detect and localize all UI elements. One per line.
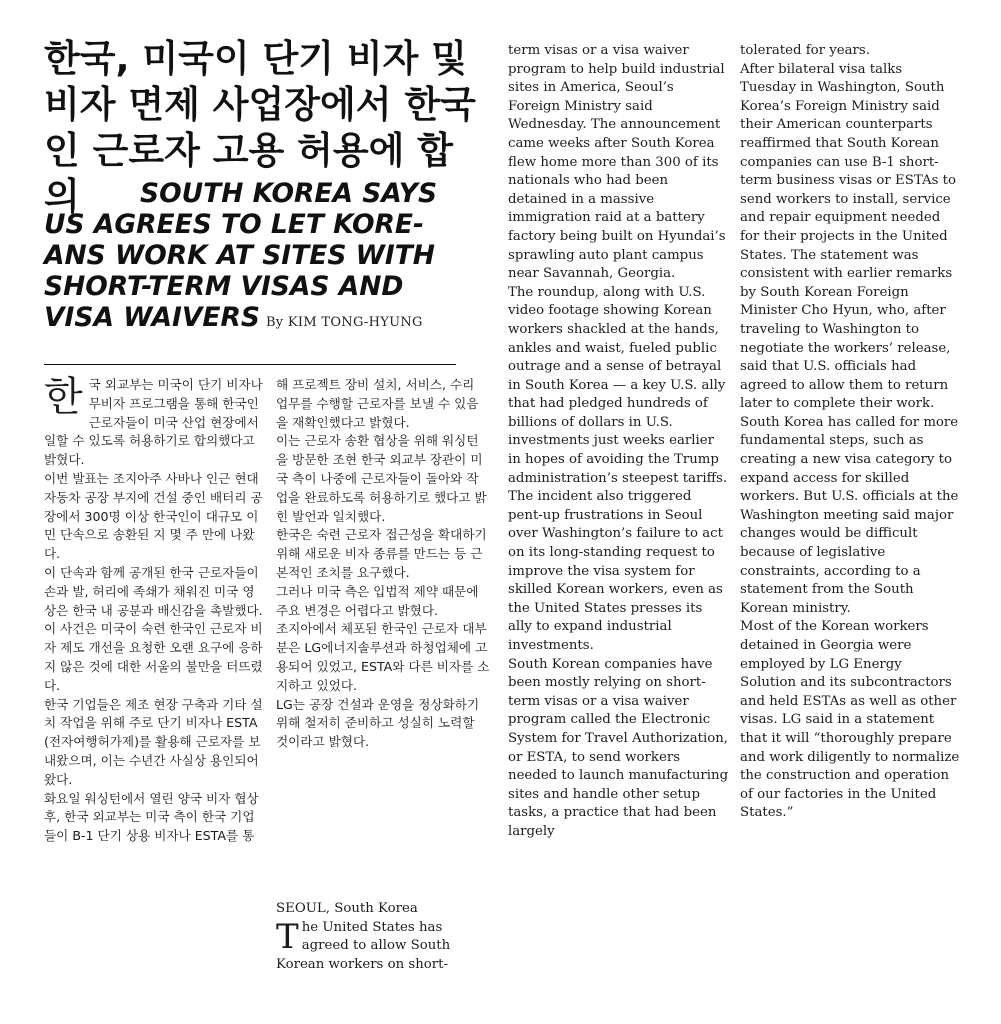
english-paragraph: After bilateral visa talks Tuesday in Washington, South Korea’s Foreign Ministry said their American counterparts reaffirmed that South Korean companies can use B-1 short-term business visas or ESTAs to send workers to install, service and repair equipment needed for their projects in the United States. The statement was consistent with earlier remarks by South Korean Foreign Minister Cho Hyun, who, after traveling to Washington to negotiate the workers’ release, said that U.S. officials had agreed to allow them to return later to complete their work. [740, 61, 956, 412]
english-lead-paragraph [276, 916, 490, 975]
korean-dropcap: 한 [44, 374, 83, 420]
english-paragraph: South Korean companies have been mostly relying on short-term visas or a visa waiver program called the Electronic System for Travel Authorization, or ESTA, to send workers needed to launch manufacturing sites and handle other setup tasks, a practice that had been largely [508, 656, 729, 839]
english-headline-line: ANS WORK AT SITES WITH [44, 240, 435, 271]
korean-paragraph: 해 프로젝트 장비 설치, 서비스, 수리 업무를 수행할 근로자를 보낼 수 있음을 재확인했다고 밝혔다. [276, 377, 479, 430]
english-paragraph: Most of the Korean workers detained in Georgia were employed by LG Energy Solution and its subcontractors and held ESTAs as well as other visas. LG said in a statement that it will “thoroughly prepare and work diligently to normalize the construction and operation of our factories in the United States.” [740, 619, 960, 821]
korean-paragraph [44, 376, 265, 470]
english-lead-text: he United States has agreed to allow South Korean workers on short- [276, 919, 451, 972]
korean-paragraph: LG는 공장 건설과 운영을 정상화하기 위해 철저히 준비하고 성실히 노력할 것이라고 밝혔다. [276, 696, 480, 750]
korean-paragraph: 이 사건은 미국이 숙련 한국인 근로자 비자 제도 개선을 요청한 오랜 요구에 응하지 않은 것에 대한 서울의 불만을 터뜨렸다. [44, 621, 263, 693]
english-headline-line: US AGREES TO LET KORE- [44, 209, 425, 240]
english-paragraph: The incident also triggered pent-up frustrations in Seoul over Washington’s failure to act on its long-standing request to improve the visa system for skilled Korean workers, even as the United States presses its ally to expand industrial investments. [508, 489, 723, 653]
korean-column-1 [44, 376, 265, 846]
english-paragraph: tolerated for years. [740, 43, 870, 58]
english-headline-line: SHORT-TERM VISAS AND [44, 271, 404, 302]
english-dropcap: T [276, 916, 299, 957]
english-column-4 [740, 42, 962, 823]
korean-paragraph: 화요일 워싱턴에서 열린 양국 비자 협상 후, 한국 외교부는 미국 측이 한국 기업들이 B-1 단기 상용 비자나 ESTA를 통 [44, 790, 259, 844]
english-paragraph: term visas or a visa waiver program to help build industrial sites in America, Seoul’s Foreign Ministry said Wednesday. The announcement came weeks after South Korea flew home more than 300 of its nationals who had been detained in a massive immigration raid at a battery factory being built on Hyundai’s sprawling auto plant campus near Savannah, Georgia. [508, 43, 726, 282]
english-headline [44, 178, 484, 338]
korean-paragraph: 한국은 숙련 근로자 접근성을 확대하기 위해 새로운 비자 종류를 만드는 등 근본적인 조치를 요구했다. [276, 527, 487, 580]
korean-paragraph: 그러나 미국 측은 입법적 제약 때문에 주요 변경은 어렵다고 밝혔다. [276, 583, 479, 618]
korean-paragraph: 조지아에서 체포된 한국인 근로자 대부분은 LG에너지솔루션과 하청업체에 고용되어 있었고, ESTA와 다른 비자를 소지하고 있었다. [276, 621, 490, 693]
byline: By KIM TONG-HYUNG [265, 315, 423, 330]
korean-column-2 [276, 376, 490, 752]
english-paragraph: South Korea has called for more fundamental steps, such as creating a new visa category to expand access for skilled workers. But U.S. officials at the Washington meeting said major changes would be difficult because of legislative constraints, according to a statement from the South Korean ministry. [740, 414, 959, 616]
korean-paragraph: 한국 기업들은 제조 현장 구축과 기타 설치 작업을 위해 주로 단기 비자나 ESTA(전자여행허가제)를 활용해 근로자를 보내왔으며, 이는 수년간 사실상 용인되어 왔다. [44, 696, 263, 787]
korean-paragraph: 이번 발표는 조지아주 사바나 인근 현대 자동차 공장 부지에 건설 중인 배터리 공장에서 300명 이상 한국인이 대규모 이민 단속으로 송환된 지 몇 주 만에 나왔다. [44, 470, 263, 562]
korean-paragraph: 이 단속과 함께 공개된 한국 근로자들이 손과 발, 허리에 족쇄가 채워진 미국 영상은 한국 내 공분과 배신감을 촉발했다. [44, 564, 263, 618]
english-column-3 [508, 42, 730, 842]
english-headline-line-with-byline [44, 302, 484, 338]
korean-headline: 한국, 미국이 단기 비자 및 비자 면제 사업장에서 한국인 근로자 고용 허용에 합의 [44, 37, 476, 218]
korean-paragraph-text: 국 외교부는 미국이 단기 비자나 무비자 프로그램을 통해 한국인 근로자들이 미국 산업 현장에서 일할 수 있도록 허용하기로 합의했다고 밝혔다. [44, 377, 263, 468]
english-paragraph: The roundup, along with U.S. video footage showing Korean workers shackled at the hands, ankles and waist, fueled public outrage and a sense of betrayal in South Korea — a key U.S. ally that had pledged hundreds of billions of dollars in U.S. investments just weeks earlier in hopes of avoiding the Trump administration’s steepest tariffs. [508, 284, 728, 486]
english-headline-line: VISA WAIVERS [44, 302, 260, 333]
dateline: SEOUL, South Korea [276, 901, 418, 916]
english-headline-line: SOUTH KOREA SAYS [140, 178, 438, 209]
headline-rule [44, 364, 456, 365]
korean-paragraph: 이는 근로자 송환 협상을 위해 워싱턴을 방문한 조현 한국 외교부 장관이 미국 측이 나중에 근로자들이 돌아와 작업을 완료하도록 허용하기로 했다고 밝힌 발언과 일치했다. [276, 433, 487, 524]
english-lead-block [276, 900, 490, 974]
